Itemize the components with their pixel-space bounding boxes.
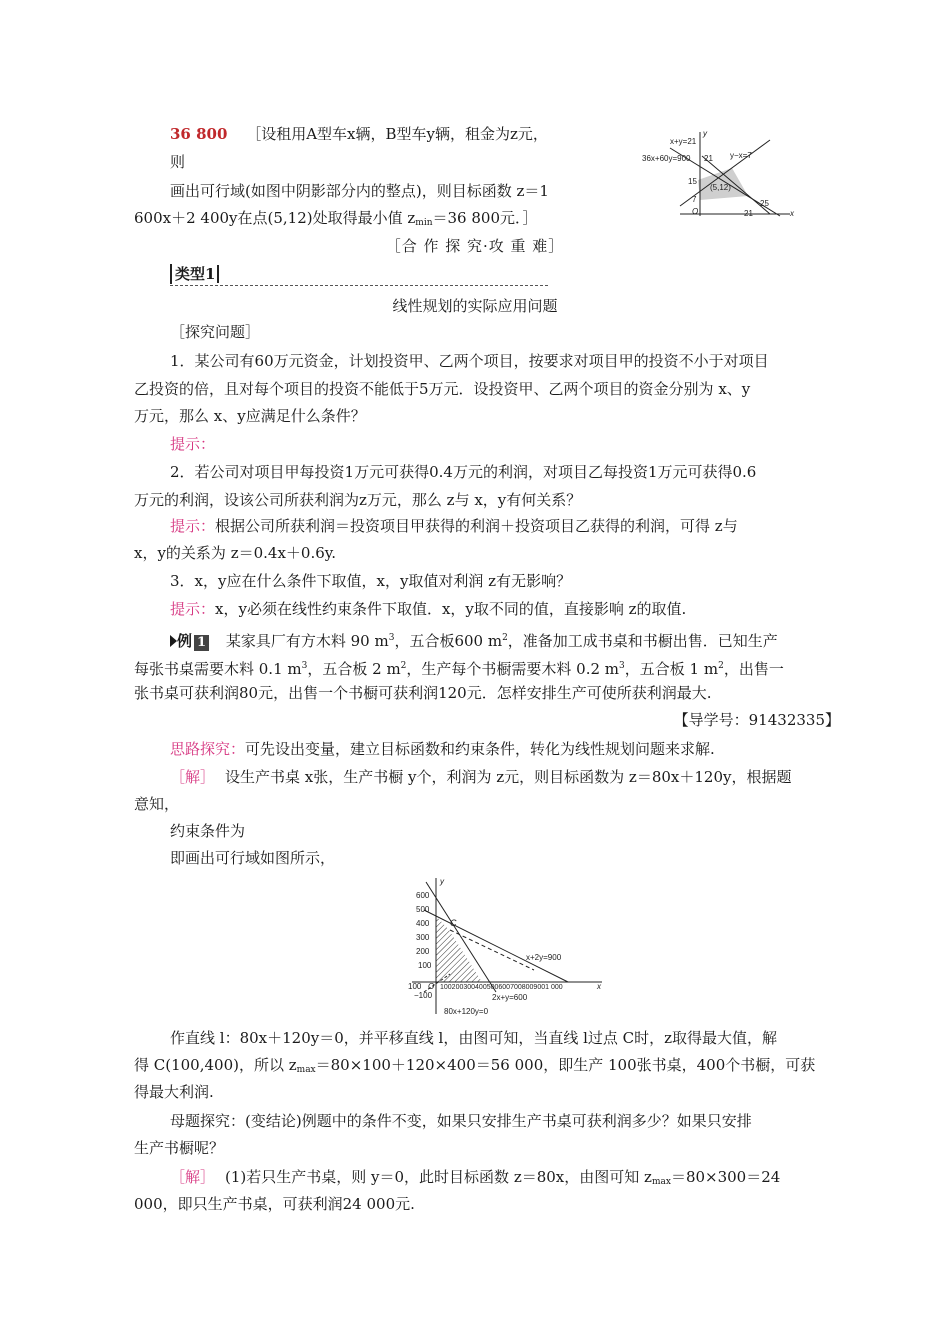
q3-hint: 提示： <box>170 600 216 618</box>
q2-hint: 提示： <box>170 517 216 535</box>
example-l2b: ，五合板 2 m <box>307 660 401 678</box>
q1-line-1: 1．某公司有60万元资金，计划投资甲、乙两个项目，按要求对项目甲的投资不小于对项目 <box>170 352 769 370</box>
graph1-tick-21y: 21 <box>704 154 713 163</box>
type-label-text: 类型1 <box>175 265 216 283</box>
example-sup-c: 3 <box>301 661 308 671</box>
q2-line-2: 万元的利润，设该公司所获利润为z万元，那么 z与 x，y有何关系？ <box>134 491 582 509</box>
example-sup-d: 2 <box>400 661 407 671</box>
example-sup-a: 3 <box>388 633 395 643</box>
conclusion-l2b: ＝80×100＋120×400＝56 000，即生产 100张书桌，400个书橱，可获 <box>315 1056 816 1074</box>
q1-hint: 提示： <box>170 435 216 453</box>
conclusion-l2a: 得 C(100,400)，所以 z <box>134 1056 297 1074</box>
q2-answer-2: x，y的关系为 z＝0.4x＋0.6y. <box>134 544 337 562</box>
guide-number: 【导学号：91432335】 <box>673 711 840 729</box>
example-l2a: 每张书桌需要木料 0.1 m <box>134 660 302 678</box>
example-sup-f: 2 <box>718 661 724 671</box>
graph2-pointC: C <box>450 918 457 928</box>
solution-line-1 <box>170 767 791 787</box>
example-badge-text: 例 <box>177 632 193 650</box>
sol2-l1-sub: max <box>651 1177 671 1187</box>
answer-line-4b: ＝36 800元．］ <box>432 209 538 227</box>
q2-answer-1: 根据公司所获利润＝投资项目甲获得的利润＋投资项目乙获得的利润，可得 z与 <box>215 517 738 535</box>
idea-line <box>170 739 715 759</box>
solution-l1: 设生产书桌 x张，生产书橱 y个，利润为 z元，则目标函数为 z＝80x＋120y，根据题 <box>225 768 792 786</box>
solution-line-4: 即画出可行域如图所示， <box>170 849 336 867</box>
graph1-eq2: 36x+60y=900 <box>642 154 691 163</box>
sol2-line-1 <box>170 1167 780 1192</box>
answer-line-4-sub: min <box>415 218 433 228</box>
graph2-shaded-region <box>436 916 482 982</box>
example-l1c: ，准备加工成书桌和书橱出售．已知生产 <box>507 632 778 650</box>
q3-line-1: 3．x，y应在什么条件下取值，x，y取值对利润 z有无影响？ <box>170 572 572 590</box>
graph1-tick-15: 15 <box>688 177 697 186</box>
graph2-origin: O <box>428 982 435 991</box>
answer-line-3: 画出可行域(如图中阴影部分内的整点)，则目标函数 z＝1 <box>170 182 549 200</box>
graph2-y100: 100 <box>418 961 432 970</box>
feasible-region-graph-small <box>640 128 800 223</box>
answer-line-4a: 600x＋2 400y在点(5,12)处取得最小值 z <box>134 209 416 227</box>
graph2-y200: 200 <box>416 947 430 956</box>
answer-text-1: ［设租用A型车x辆，B型车y辆，租金为z元， <box>246 125 548 143</box>
explore-label: ［探究问题］ <box>170 323 261 341</box>
example-badge-num: 1 <box>194 635 209 651</box>
example-badge <box>170 631 209 651</box>
graph2-y400: 400 <box>416 919 430 928</box>
graph2-yn100: −100 <box>414 991 433 1000</box>
graph2-y600: 600 <box>416 891 430 900</box>
graph1-origin: O <box>692 207 699 216</box>
graph2-eq-c: 80x+120y=0 <box>444 1007 489 1016</box>
type-divider <box>170 285 548 286</box>
answer-line-1 <box>170 124 548 144</box>
example-l1b: ，五合板600 m <box>394 632 503 650</box>
answer-line-2: 则 <box>170 153 186 171</box>
graph1-point: (5,12) <box>710 183 731 192</box>
graph2-y300: 300 <box>416 933 430 942</box>
graph2-ylab: y <box>440 877 444 886</box>
example-line-3: 张书桌可获利润80元，出售一个书橱可获利润120元．怎样安排生产可使所获利润最大. <box>134 684 712 702</box>
example-sup-e: 3 <box>619 661 625 671</box>
graph1-tick-21x: 21 <box>744 209 753 218</box>
q3-answer: x，y必须在线性约束条件下取值．x，y取不同的值，直接影响 z的取值. <box>215 600 687 618</box>
graph1-xlab: x <box>790 209 794 218</box>
section-header: ［合 作 探 究·攻 重 难］ <box>385 237 565 255</box>
idea-text: 可先设出变量，建立目标函数和约束条件，转化为线性规划问题来求解. <box>245 740 715 758</box>
q1-line-3: 万元，那么 x、y应满足什么条件？ <box>134 407 366 425</box>
q2-hint-line <box>170 516 738 536</box>
example-l2e: ，出售一 <box>723 660 784 678</box>
type-label <box>170 264 219 284</box>
graph2-xlab: x <box>597 982 601 991</box>
type-title: 线性规划的实际应用问题 <box>392 297 558 315</box>
example-line-1 <box>170 628 778 651</box>
q3-hint-line <box>170 599 686 619</box>
feasible-region-graph-large <box>404 874 608 1020</box>
example-sup-b: 2 <box>502 633 508 643</box>
idea-label: 思路探究： <box>170 740 246 758</box>
graph1-eq3: y−x=7 <box>730 151 752 160</box>
solution-label: ［解］ <box>170 768 216 786</box>
solution-line-3: 约束条件为 <box>170 822 246 840</box>
graph1-eq1: x+y=21 <box>670 137 697 146</box>
graph2-xn100: 100 <box>408 982 422 991</box>
graph1-tick-25: 25 <box>760 199 769 208</box>
graph2-xticks: 1002003004005006007008009001 000 <box>440 984 563 991</box>
graph2-y500: 500 <box>416 905 430 914</box>
conclusion-line-1: 作直线 l：80x＋120y＝0，并平移直线 l，由图可知，当直线 l过点 C时，z取得最大值，解 <box>170 1029 778 1047</box>
answer-value: 36 800 <box>170 125 228 143</box>
example-l1a: 某家具厂有方木料 90 m <box>225 632 389 650</box>
solution-line-2: 意知， <box>134 795 180 813</box>
q1-line-2: 乙投资的倍，且对每个项目的投资不能低于5万元．设投资甲、乙两个项目的资金分别为 x、y <box>134 380 751 398</box>
mother-line-1: 母题探究：(变结论)例题中的条件不变，如果只安排生产书桌可获利润多少？如果只安排 <box>170 1112 752 1130</box>
conclusion-line-3: 得最大利润. <box>134 1083 214 1101</box>
q2-line-1: 2．若公司对项目甲每投资1万元可获得0.4万元的利润，对项目乙每投资1万元可获得0.6 <box>170 463 757 481</box>
play-icon <box>170 635 177 647</box>
conclusion-l2-sub: max <box>296 1065 316 1075</box>
sol2-line-2: 000，即只生产书桌，可获利润24 000元. <box>134 1195 415 1213</box>
sol2-label: ［解］ <box>170 1168 216 1186</box>
conclusion-line-2 <box>134 1055 815 1080</box>
graph2-eq-b: 2x+y=600 <box>492 993 528 1002</box>
mother-line-2: 生产书橱呢？ <box>134 1139 225 1157</box>
answer-line-4 <box>134 208 538 233</box>
sol2-l1a: (1)若只生产书桌，则 y＝0，此时目标函数 z＝80x，由图可知 z <box>225 1168 652 1186</box>
graph2-eq-a: x+2y=900 <box>526 953 562 962</box>
example-line-2 <box>134 656 784 679</box>
graph1-tick-7: 7 <box>692 195 697 204</box>
example-l2c: ，生产每个书橱需要木料 0.2 m <box>406 660 620 678</box>
example-l2d: ，五合板 1 m <box>624 660 719 678</box>
sol2-l1b: ＝80×300＝24 <box>670 1168 781 1186</box>
graph1-ylab: y <box>703 129 707 138</box>
